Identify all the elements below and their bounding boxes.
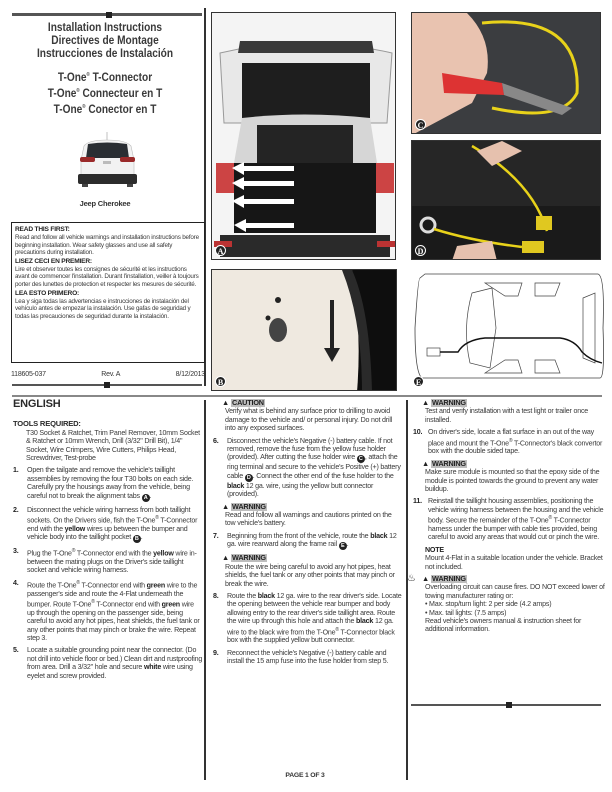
section-rule bbox=[12, 395, 602, 397]
page-number: PAGE 1 OF 3 bbox=[285, 772, 325, 779]
column-1 bbox=[13, 400, 203, 680]
warning-triangle-icon: ▲ bbox=[222, 398, 230, 407]
section-title: ENGLISH bbox=[13, 398, 61, 410]
step-3: 3. Plug the T-One® T-Connector end with the yellow wire in-between the mating plugs on the Driver's side taillight socket and vehicle wiring harness. bbox=[13, 547, 197, 575]
title-block bbox=[10, 22, 200, 116]
figure-label-e: E bbox=[413, 376, 424, 387]
step-5: 5. Locate a suitable grounding point near the connector. (Do not drill into vehicle floor or bed.) Clean dirt and rustproofing from area. Drill a 3/32" hole and secure white wire using eyelet and screw provided. bbox=[13, 646, 203, 680]
figure-label-c: C bbox=[415, 119, 426, 130]
column-divider-3 bbox=[406, 400, 408, 780]
step-1: 1. Open the tailgate and remove the vehicle's taillight assemblies by removing the four T30 bolts on each side. Carefully pry the housings away from the vehicle, being careful not to break the alignment tabs A . bbox=[13, 466, 194, 501]
product-es: T-One® Conector en T bbox=[53, 103, 157, 116]
left-bottom-rule bbox=[12, 384, 202, 386]
figure-b-taillight-pocket-photo bbox=[211, 269, 397, 391]
fire-icon: ♨ bbox=[407, 573, 416, 585]
step-11: 11. Reinstall the taillight housing assemblies, positioning the vehicle wiring harness between the housing and the vehicle body. Secure the remainder of the T-One® T-Connector harness under the bumper with cable ties provided, being careful to avoid any areas that would cut or pinch the wire. bbox=[413, 497, 604, 542]
figure-d-battery-photo bbox=[411, 140, 601, 260]
title-en: Installation Instructions bbox=[47, 22, 163, 34]
end-rule bbox=[411, 704, 601, 706]
vehicle-name: Jeep Cherokee bbox=[79, 199, 131, 208]
figure-c-wire-cut-photo bbox=[411, 12, 601, 134]
figure-e-routing-diagram bbox=[410, 268, 605, 393]
read-first-heading-es: LEA ESTO PRIMERO: bbox=[15, 289, 80, 297]
step-6: 6. Disconnect the vehicle's Negative (-) battery cable. If not removed, remove the fuse from the yellow fuse holder (provided). After cutting the fuse holder wire C , attach the ring terminal and secure to the vehicle's Positive (+) battery cable D . Connect the other end of the fuse holder to the black 12 ga. wire, using the yellow butt connector (provided). bbox=[213, 436, 401, 499]
warning-triangle-icon: ▲ bbox=[422, 574, 430, 584]
ref-e-icon: E bbox=[339, 542, 347, 550]
column-divider-2 bbox=[204, 400, 206, 780]
ref-d-icon: D bbox=[245, 474, 253, 482]
warning-triangle-icon: ▲ bbox=[422, 398, 430, 407]
title-es: Instrucciones de Instalación bbox=[36, 48, 174, 60]
warning-triangle-icon: ▲ bbox=[222, 553, 230, 563]
read-first-box bbox=[11, 222, 205, 363]
figure-a-tailgate-photo bbox=[211, 12, 396, 260]
step-7: 7. Beginning from the front of the vehicle, route the black 12 ga. wire rearward along the frame rail E . bbox=[213, 531, 397, 550]
step-8: 8. Route the black 12 ga. wire to the rear driver's side. Locate the opening between the vehicle rear bumper and body allowing entry to the rear driver's side taillight area. Route the wire up through this hole and attach the black 12 ga. wire to the black wire from the T-One® T-Connector black box with the supplied yellow butt connector. bbox=[213, 591, 402, 645]
revision: Rev. A bbox=[101, 371, 121, 378]
column-3 bbox=[407, 398, 605, 634]
tools-list: T30 Socket & Ratchet, Trim Panel Remover, 10mm Socket & Ratchet or 10mm Wrench, Drill (3/32" Drill Bit), 1/4" Socket, Wire Crimpers, Wire Cutters, Philips Head, Screwdriver, Test-probe bbox=[26, 428, 200, 463]
title-fr: Directives de Montage bbox=[51, 35, 159, 47]
read-first-heading-en: READ THIS FIRST: bbox=[15, 226, 70, 233]
ref-b-icon: B bbox=[133, 535, 141, 543]
ref-a-icon: A bbox=[142, 494, 150, 502]
product-en: T-One® T-Connector bbox=[57, 71, 153, 84]
step-2: 2. Disconnect the vehicle wiring harness from both taillight sockets. On the Drivers side, fish the T-One® T-Connector end with the yellow wires up between the bumper and vehicle body into the taillight pocket B . bbox=[13, 505, 198, 543]
warning-2: ▲ WARNING Route the wire being careful to avoid any hot pipes, heat shields, the fuel tank or any other points that may pinch or break the wire. bbox=[222, 553, 395, 588]
figure-label-a: A bbox=[215, 245, 226, 256]
warning-1: ▲ WARNING Read and follow all warnings and cautions printed on the tow vehicle's battery. bbox=[222, 501, 392, 528]
document-info bbox=[11, 371, 205, 378]
step-4: 4. Route the T-One® T-Connector end with green wire to the passenger's side and route the 4-Flat underneath the bumper. Route T-One® T-Connector end with green wire up through the opening on the passenger side, being careful to avoid any hot pipes, heat shields, the fuel tank or any other points that may pinch or brake the wire. Repeat step 3. bbox=[13, 578, 200, 642]
warning-5: ♨ ▲ WARNING Overloading circuit can cause fires. DO NOT exceed lower of towing manufacturer rating or: • Max. stop/turn light: 2 per side (4.2 amps) • Max. tail lights: (7.5 amps) Read vehicle's owners manual & instruction sheet for additional information. bbox=[407, 573, 605, 634]
ref-c-icon: C bbox=[357, 455, 365, 463]
warning-3: ▲ WARNING Test and verify installation with a test light or trailer once installed. bbox=[422, 398, 589, 424]
note-text: Mount 4-Flat in a suitable location under the vehicle. Bracket not included. bbox=[425, 554, 603, 571]
read-first-text-fr: Lire et observer toutes les consignes de sécurité et les instructions avant de commencer l'installation. Durant l'installation, veiller à toujours porter des lunettes de protection et respecter les mesures de sécurité. bbox=[15, 265, 199, 288]
tools-heading: TOOLS REQUIRED: bbox=[13, 419, 81, 429]
product-fr: T-One® Connecteur en T bbox=[47, 87, 163, 100]
read-first-heading-fr: LISEZ CECI EN PREMIER: bbox=[15, 257, 92, 265]
warning-triangle-icon: ▲ bbox=[422, 458, 430, 468]
warning-triangle-icon: ▲ bbox=[222, 501, 230, 511]
note-heading: NOTE bbox=[425, 545, 444, 554]
caution-1: ▲ CAUTION Verify what is behind any surface prior to drilling to avoid damage to the vehicle and/ or personal injury. Do not drill into any exposed surfaces. bbox=[222, 398, 393, 433]
vehicle-rear-image bbox=[70, 130, 145, 190]
read-first-text-en: Read and follow all vehicle warnings and installation instructions before beginning installation. Wear safety glasses and use all safety precautions during installation. bbox=[15, 234, 199, 257]
date: 8/12/2013 bbox=[175, 371, 205, 378]
column-2 bbox=[213, 399, 403, 666]
part-number: 118605-037 bbox=[11, 371, 46, 378]
figure-label-d: D bbox=[415, 245, 426, 256]
step-10: 10. On driver's side, locate a flat surface in an out of the way place and mount the T-One® T-Connector's black convertor box with the double sided tape. bbox=[413, 428, 603, 456]
figure-label-b: B bbox=[215, 376, 226, 387]
step-9: 9. Reconnect the vehicle's Negative (-) battery cable and install the 15 amp fuse into the fuse holder from step 5. bbox=[213, 648, 389, 666]
wire-route-path bbox=[440, 338, 602, 363]
read-first-text-es: Lea y siga todas las advertencias e instrucciones de instalación del vehículo antes de empezar la instalación. Use gafas de seguridad y todas las precauciones de seguridad durante la instalación. bbox=[15, 297, 191, 320]
top-rule bbox=[12, 13, 202, 16]
warning-4: ▲ WARNING Make sure module is mounted so that the epoxy side of the module is pointed towards the ground to prevent any water buildup. bbox=[422, 458, 600, 494]
